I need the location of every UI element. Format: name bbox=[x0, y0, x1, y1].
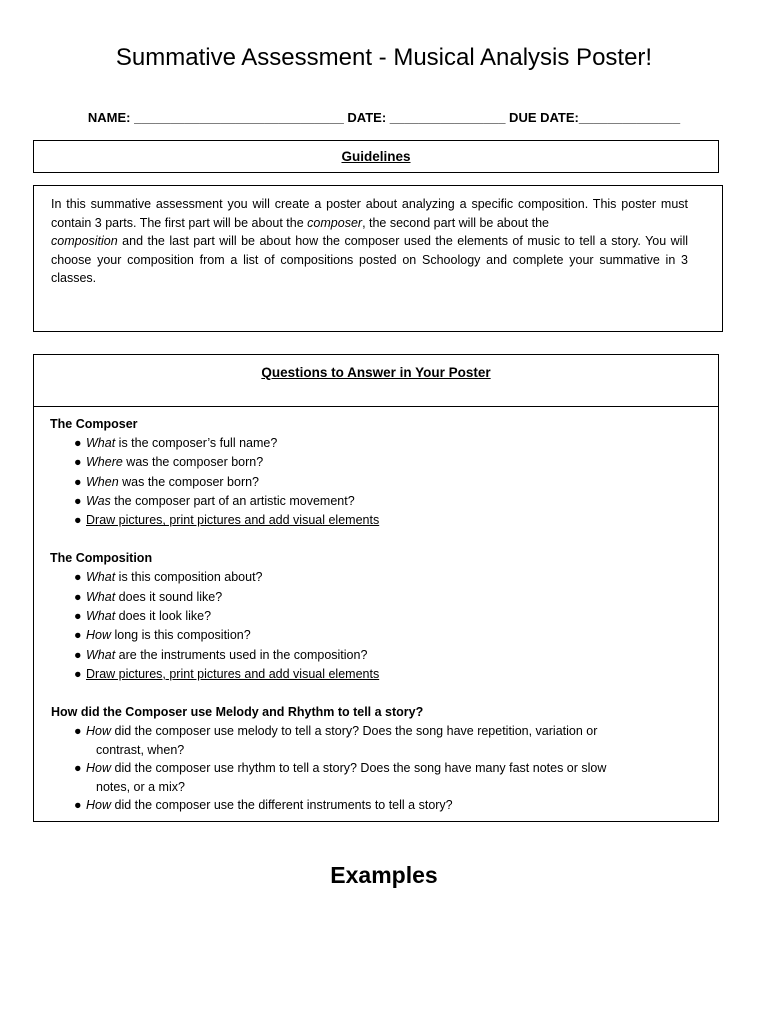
guidelines-heading: Guidelines bbox=[341, 149, 411, 164]
examples-heading: Examples bbox=[330, 862, 438, 888]
bullet-icon: ● bbox=[74, 513, 82, 528]
composer-section-title: The Composer bbox=[50, 417, 138, 431]
question-keyword: How bbox=[86, 798, 112, 813]
question-keyword: When bbox=[86, 474, 119, 489]
question-keyword: What bbox=[86, 589, 116, 604]
guidelines-emphasis-composer: composer bbox=[307, 215, 363, 230]
questions-header bbox=[34, 355, 718, 407]
question-keyword: What bbox=[86, 647, 116, 662]
list-item bbox=[50, 796, 698, 815]
question-text: did the composer use rhythm to tell a story? Does the song have many fast notes or slow bbox=[111, 761, 607, 776]
story-section-title: How did the Composer use Melody and Rhythm to tell a story? bbox=[51, 705, 424, 720]
question-text: does it look like? bbox=[115, 609, 212, 624]
visual-elements-note: Draw pictures, print pictures and add visual elements bbox=[86, 666, 380, 681]
question-text: is the composer’s full name? bbox=[115, 436, 278, 450]
bullet-icon: ● bbox=[74, 628, 82, 643]
bullet-icon: ● bbox=[74, 474, 82, 489]
question-text: are the instruments used in the composition? bbox=[115, 647, 368, 662]
bullet-icon: ● bbox=[74, 647, 82, 662]
guidelines-header-box bbox=[33, 140, 719, 173]
composer-question-list bbox=[50, 434, 698, 530]
guidelines-text-1: In this summative assessment you will create a poster about analyzing a specific composition. This poster must contain 3 parts. The first part will be about the bbox=[51, 197, 688, 230]
guidelines-text-2: , the second part will be about the bbox=[362, 215, 549, 230]
question-text: did the composer use melody to tell a story? Does the song have repetition, variation or bbox=[111, 724, 598, 739]
bullet-icon: ● bbox=[74, 798, 82, 813]
list-item bbox=[50, 473, 698, 492]
question-text: is this composition about? bbox=[115, 570, 263, 585]
question-keyword: How bbox=[86, 724, 112, 739]
guidelines-emphasis-composition: composition bbox=[51, 234, 118, 248]
list-item bbox=[50, 646, 698, 665]
bullet-icon: ● bbox=[74, 570, 82, 585]
list-item bbox=[50, 607, 698, 626]
list-item bbox=[50, 511, 698, 530]
question-keyword: How bbox=[86, 761, 112, 776]
list-item bbox=[50, 588, 698, 607]
guidelines-text-3: and the last part will be about how the composer used the elements of music to tell a story. You will choose your composition from a list of compositions posted on Schoology and complete your summative in 3 classes. bbox=[51, 234, 688, 285]
question-text: was the composer born? bbox=[122, 455, 264, 470]
bullet-icon: ● bbox=[74, 724, 82, 739]
question-keyword: What bbox=[86, 436, 116, 450]
questions-box bbox=[33, 354, 719, 822]
bullet-icon: ● bbox=[74, 609, 82, 624]
list-item bbox=[50, 568, 698, 587]
question-text-continued: notes, or a mix? bbox=[96, 779, 185, 794]
question-keyword: How bbox=[86, 628, 112, 643]
bullet-icon: ● bbox=[74, 493, 82, 508]
bullet-icon: ● bbox=[74, 761, 82, 776]
question-text: long is this composition? bbox=[111, 628, 251, 643]
story-question-list bbox=[50, 722, 698, 815]
question-text: the composer part of an artistic movement? bbox=[110, 493, 355, 508]
list-item bbox=[50, 453, 698, 472]
guidelines-body-box bbox=[33, 185, 723, 332]
composition-question-list bbox=[50, 568, 698, 684]
question-text-continued: contrast, when? bbox=[96, 742, 185, 757]
question-text: was the composer born? bbox=[118, 474, 260, 489]
question-keyword: What bbox=[86, 570, 116, 585]
question-keyword: Where bbox=[86, 455, 123, 470]
bullet-icon: ● bbox=[74, 666, 82, 681]
questions-heading: Questions to Answer in Your Poster bbox=[261, 365, 491, 380]
list-item bbox=[50, 759, 698, 796]
list-item bbox=[50, 492, 698, 511]
question-text: does it sound like? bbox=[115, 589, 223, 604]
list-item bbox=[50, 626, 698, 645]
question-keyword: What bbox=[86, 609, 116, 624]
questions-body bbox=[34, 407, 718, 815]
list-item bbox=[50, 722, 698, 759]
list-item bbox=[50, 434, 698, 453]
question-text: did the composer use the different instruments to tell a story? bbox=[111, 798, 453, 813]
list-item bbox=[50, 665, 698, 684]
bullet-icon: ● bbox=[74, 589, 82, 604]
name-date-line: NAME: _____________________________ DATE: ________________ DUE DATE:______________ bbox=[87, 110, 681, 125]
composition-section-title: The Composition bbox=[50, 551, 153, 566]
visual-elements-note: Draw pictures, print pictures and add visual elements bbox=[86, 513, 380, 528]
bullet-icon: ● bbox=[74, 436, 82, 450]
page-title: Summative Assessment - Musical Analysis Poster! bbox=[115, 44, 653, 71]
question-keyword: Was bbox=[86, 493, 111, 508]
bullet-icon: ● bbox=[74, 455, 82, 470]
